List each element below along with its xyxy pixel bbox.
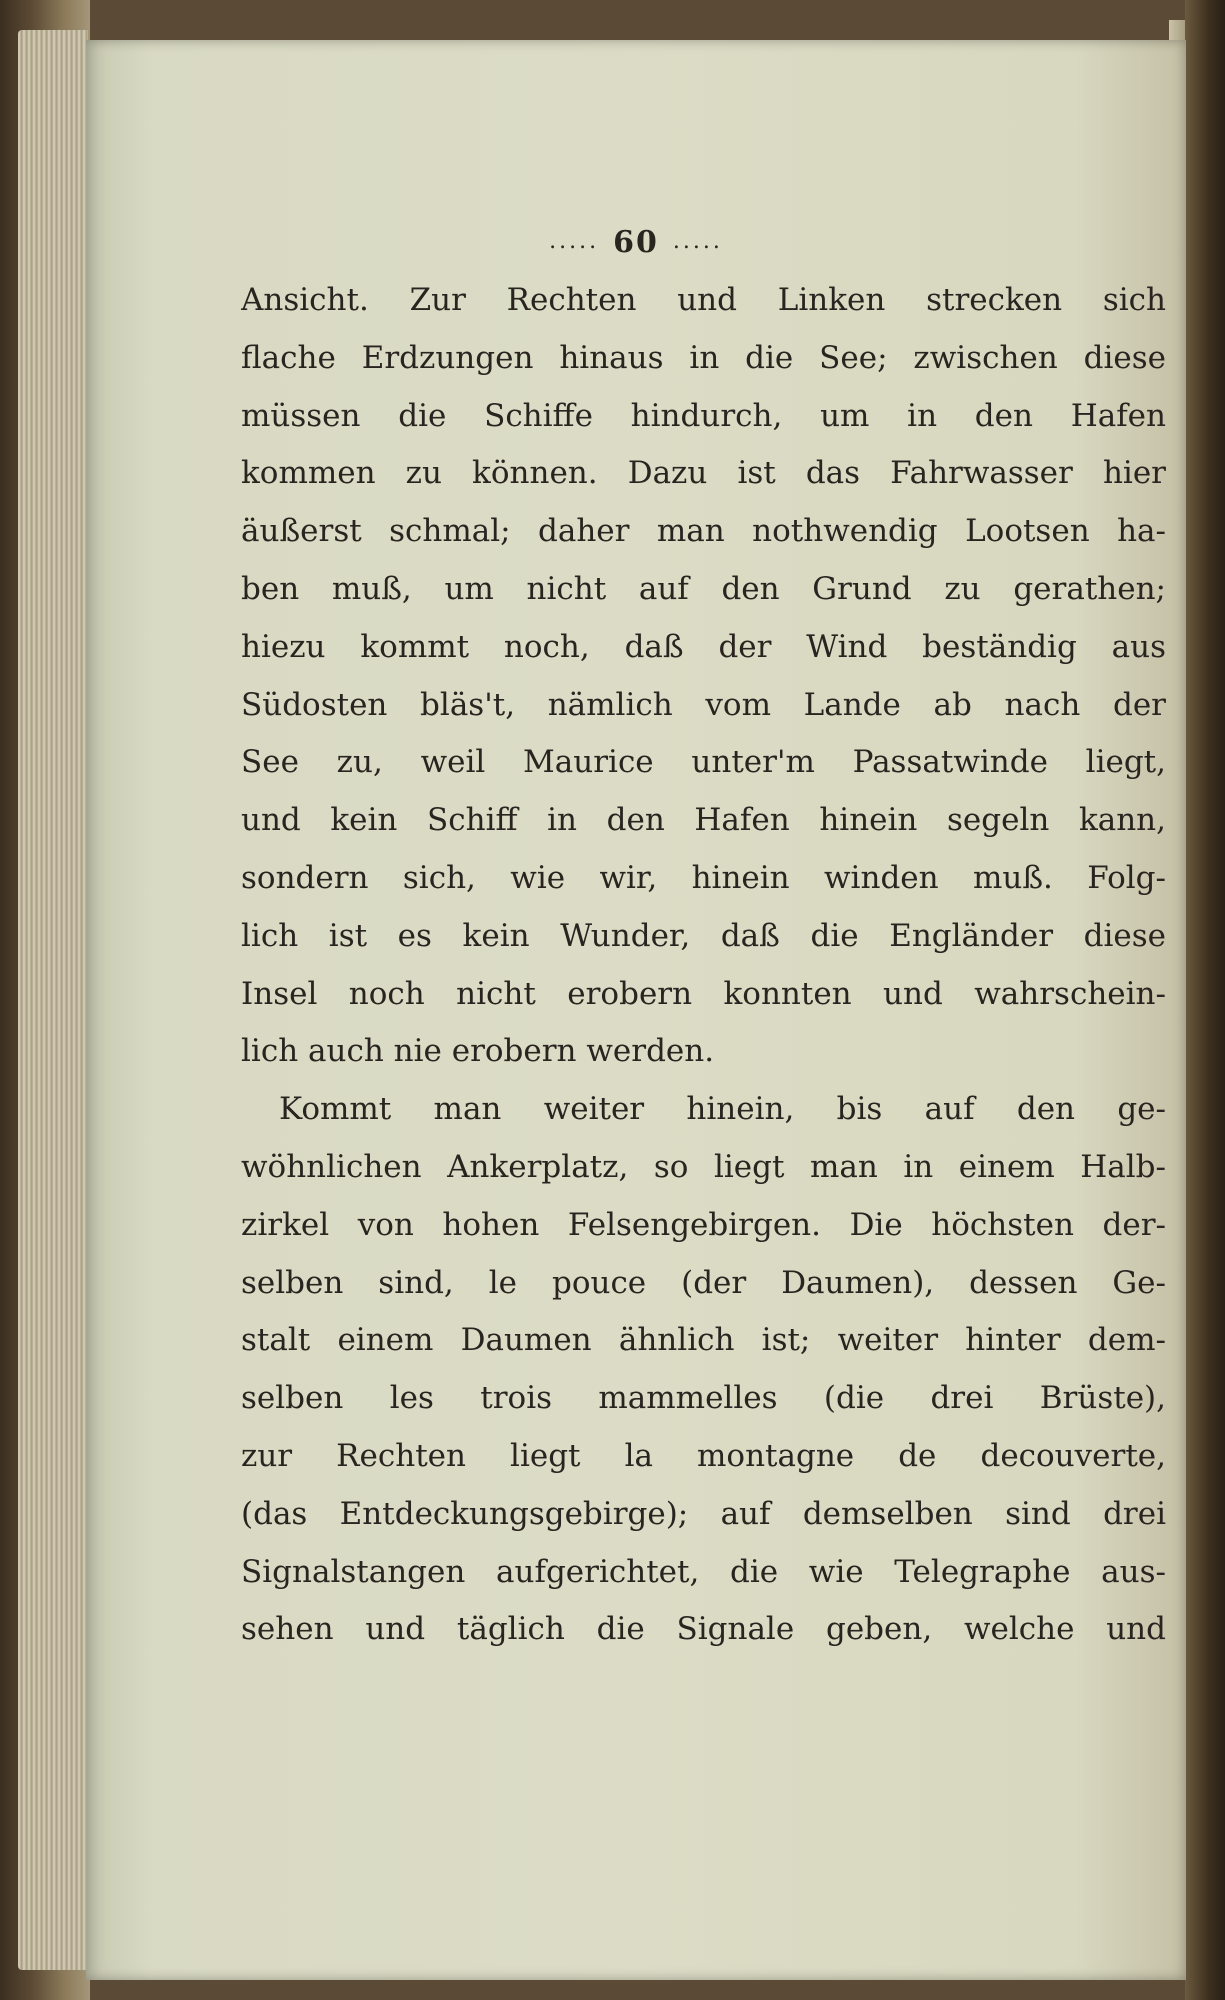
text-line: und kein Schiff in den Hafen hinein segeln kann,: [241, 802, 1166, 839]
page-number: 60: [613, 225, 659, 260]
body-text: [241, 272, 1166, 1659]
page-header: [86, 225, 1186, 260]
text-line: flache Erdzungen hinaus in die See; zwischen diese: [241, 339, 1166, 376]
text-line: müssen die Schiffe hindurch, um in den Hafen: [241, 397, 1166, 434]
text-line: Südosten bläs't, nämlich vom Lande ab nach der: [241, 686, 1166, 723]
header-dots-left: .....: [549, 229, 600, 254]
book-cover-right: [1185, 0, 1225, 2000]
text-line: kommen zu können. Dazu ist das Fahrwasser hier: [241, 455, 1166, 492]
text-line: Insel noch nicht erobern konnten und wahrschein-: [241, 975, 1166, 1012]
text-line: Signalstangen aufgerichtet, die wie Telegraphe aus-: [241, 1553, 1166, 1590]
text-line: stalt einem Daumen ähnlich ist; weiter hinter dem-: [241, 1322, 1166, 1359]
page-edges: [18, 30, 88, 1970]
text-line: See zu, weil Maurice unter'm Passatwinde liegt,: [241, 744, 1166, 781]
book-page: [86, 40, 1186, 1980]
text-line: hiezu kommt noch, daß der Wind beständig aus: [241, 628, 1166, 665]
header-dots-right: .....: [672, 229, 723, 254]
text-line: selben sind, le pouce (der Daumen), dessen Ge-: [241, 1264, 1166, 1301]
text-line: ben muß, um nicht auf den Grund zu gerathen;: [241, 570, 1166, 607]
text-line: selben les trois mammelles (die drei Brüste),: [241, 1380, 1166, 1417]
text-line: (das Entdeckungsgebirge); auf demselben sind drei: [241, 1495, 1166, 1532]
text-line: sehen und täglich die Signale geben, welche und: [241, 1611, 1166, 1648]
text-line: zirkel von hohen Felsengebirgen. Die höchsten der-: [241, 1206, 1166, 1243]
text-line-paragraph-start: Kommt man weiter hinein, bis auf den ge-: [279, 1091, 1166, 1128]
text-line: wöhnlichen Ankerplatz, so liegt man in einem Halb-: [241, 1148, 1166, 1185]
text-line: äußerst schmal; daher man nothwendig Lootsen ha-: [241, 513, 1166, 550]
text-line: Ansicht. Zur Rechten und Linken strecken sich: [241, 282, 1166, 318]
text-line: lich ist es kein Wunder, daß die Engländer diese: [241, 917, 1166, 954]
text-line: zur Rechten liegt la montagne de decouverte,: [241, 1437, 1166, 1474]
text-line-paragraph-end: lich auch nie erobern werden.: [241, 1033, 715, 1070]
text-line: sondern sich, wie wir, hinein winden muß. Folg-: [241, 859, 1166, 896]
